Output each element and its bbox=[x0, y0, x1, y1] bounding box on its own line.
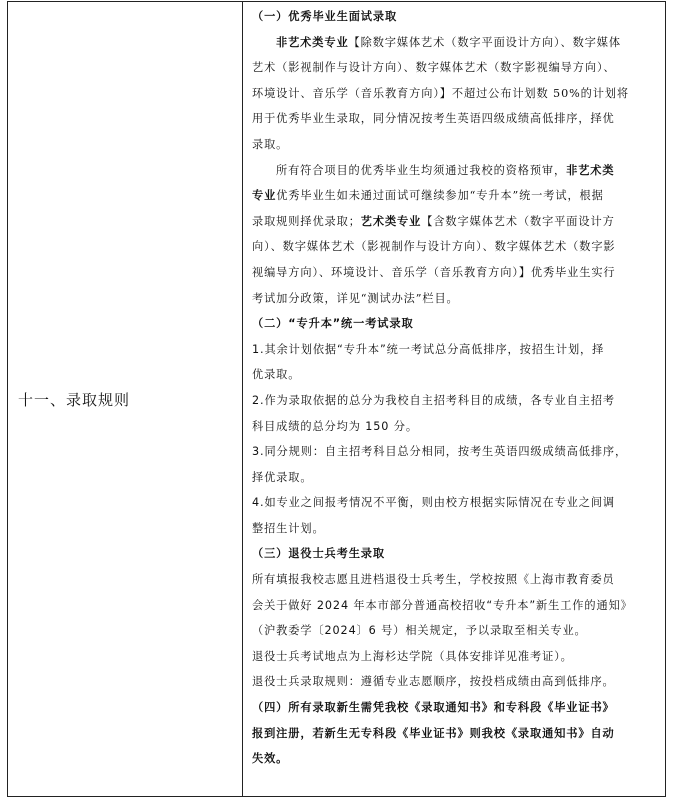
section-1-paragraph-1-line: 艺术（影视制作与设计方向）、数字媒体艺术（数字影视编导方向）、 bbox=[252, 61, 616, 75]
text-span: 优秀毕业生如未通过面试可继续参加“专升本”统一考试，根据 bbox=[276, 189, 604, 203]
section-3-line: （沪教委学〔2024〕6 号）相关规定，予以录取至相关专业。 bbox=[252, 624, 587, 638]
section-3-line: 退役士兵考试地点为上海杉达学院（具体安排详见准考证）。 bbox=[252, 649, 573, 663]
section-2-item-line: 科目成绩的总分均为 150 分。 bbox=[252, 419, 418, 433]
section-2-item-line: 优录取。 bbox=[252, 368, 301, 382]
section-1-paragraph-2-line: 向）、数字媒体艺术（影视制作与设计方向）、数字媒体艺术（数字影 bbox=[252, 240, 616, 254]
non-art-label: 专业 bbox=[252, 189, 277, 203]
art-label: 艺术类专业 bbox=[360, 214, 422, 228]
section-3-line: 退役士兵录取规则：遵循专业志愿顺序，按投档成绩由高到低排序。 bbox=[252, 675, 615, 689]
section-1-paragraph-1-line bbox=[252, 30, 659, 56]
section-1-paragraph-1-line: 用于优秀毕业生录取，同分情况按考生英语四级成绩高低排序，择优 bbox=[252, 112, 615, 126]
section-2-item-line: 择优录取。 bbox=[252, 470, 313, 484]
section-2-heading: （二）“专升本”统一考试录取 bbox=[252, 317, 414, 331]
section-1-paragraph-2-line: 视编导方向）、环境设计、音乐学（音乐教育方向）】优秀毕业生实行 bbox=[252, 265, 616, 279]
section-2-item-line: 4.如专业之间报考情况不平衡，则由校方根据实际情况在专业之间调 bbox=[252, 496, 616, 510]
row-label-cell bbox=[8, 2, 243, 796]
section-3-heading: （三）退役士兵考生录取 bbox=[252, 547, 385, 561]
section-3-line: 所有填报我校志愿且进档退役士兵考生，学校按照《上海市教育委员 bbox=[252, 573, 615, 587]
non-art-label: 非艺术类 bbox=[566, 163, 615, 177]
section-1-paragraph-2-line: 考试加分政策，详见“测试办法”栏目。 bbox=[252, 291, 459, 305]
text-span: 【含数字媒体艺术（数字平面设计方 bbox=[421, 214, 615, 228]
section-1-paragraph-2-line bbox=[252, 158, 659, 184]
section-2-item-line: 1.其余计划依据“专升本”统一考试总分高低排序，按招生计划，择 bbox=[252, 342, 605, 356]
section-4-line: 报到注册，若新生无专科段《毕业证书》则我校《录取通知书》自动 bbox=[252, 726, 615, 740]
text-span: 【除数字媒体艺术（数字平面设计方向）、数字媒体 bbox=[348, 35, 621, 49]
admission-rules-table bbox=[7, 1, 666, 797]
section-4-line: 失效。 bbox=[252, 752, 289, 766]
row-label: 十一、录取规则 bbox=[18, 390, 131, 409]
section-2-item-line: 2.作为录取依据的总分为我校自主招考科目的成绩，各专业自主招考 bbox=[252, 393, 616, 407]
section-3-line: 会关于做好 2024 年本市部分普通高校招收“专升本”新生工作的通知》 bbox=[252, 598, 633, 612]
section-1-paragraph-2-line bbox=[252, 183, 659, 209]
section-1-paragraph-1-line: 环境设计、音乐学（音乐教育方向）】不超过公布计划数 50%的计划将 bbox=[252, 86, 629, 100]
section-2-item-line: 整招生计划。 bbox=[252, 521, 325, 535]
non-art-label: 非艺术类专业 bbox=[276, 35, 349, 49]
section-1-heading: （一）优秀毕业生面试录取 bbox=[252, 10, 398, 23]
section-1-paragraph-2-line bbox=[252, 209, 659, 235]
text-span: 所有符合项目的优秀毕业生均须通过我校的资格预审， bbox=[276, 163, 567, 177]
text-span: 录取规则择优录取； bbox=[252, 214, 361, 228]
rules-content-cell bbox=[243, 2, 665, 796]
section-2-item-line: 3.同分规则：自主招考科目总分相同，按考生英语四级成绩高低排序， bbox=[252, 445, 628, 459]
section-1-paragraph-1-line: 录取。 bbox=[252, 137, 289, 151]
section-4-line: （四）所有录取新生需凭我校《录取通知书》和专科段《毕业证书》 bbox=[252, 701, 615, 715]
